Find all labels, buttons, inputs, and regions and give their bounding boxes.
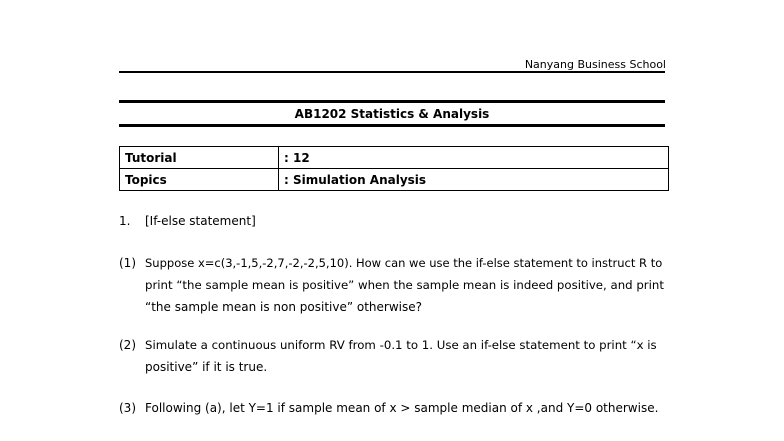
topics-label: Topics — [120, 169, 279, 191]
title-rule-top — [119, 100, 665, 103]
question-1-number: (1) — [119, 256, 136, 270]
question-2-text — [145, 334, 667, 378]
question-3-text — [145, 397, 667, 419]
section-title: [If-else statement] — [145, 214, 256, 228]
tutorial-info-table — [119, 146, 669, 191]
table-row — [120, 169, 669, 191]
question-1-text — [145, 252, 667, 318]
question-2-line-1: Simulate a continuous uniform RV from -0.1 to 1. Use an if-else statement to print “x is — [145, 338, 657, 352]
header-rule — [119, 71, 665, 73]
question-1-line-2: print “the sample mean is positive” when the sample mean is indeed positive, and print — [145, 278, 664, 292]
question-2-number: (2) — [119, 338, 136, 352]
question-1-line-3: “the sample mean is non positive” otherwise? — [145, 300, 423, 314]
course-title: AB1202 Statistics & Analysis — [294, 107, 490, 121]
table-row — [120, 147, 669, 169]
school-name: Nanyang Business School — [524, 58, 666, 71]
question-3-number: (3) — [119, 401, 136, 415]
question-3-line-1: Following (a), let Y=1 if sample mean of x > sample median of x ,and Y=0 otherwise. — [145, 401, 659, 415]
title-rule-bottom — [119, 124, 665, 127]
topics-value: : Simulation Analysis — [279, 169, 669, 191]
question-1-line-1: Suppose x=c(3,-1,5,-2,7,-2,-2,5,10). How can we use the if-else statement to instruct R to — [145, 256, 663, 270]
question-2-line-2: positive” if it is true. — [145, 360, 268, 374]
section-number: 1. — [119, 214, 131, 228]
tutorial-value: : 12 — [279, 147, 669, 169]
tutorial-label: Tutorial — [120, 147, 279, 169]
